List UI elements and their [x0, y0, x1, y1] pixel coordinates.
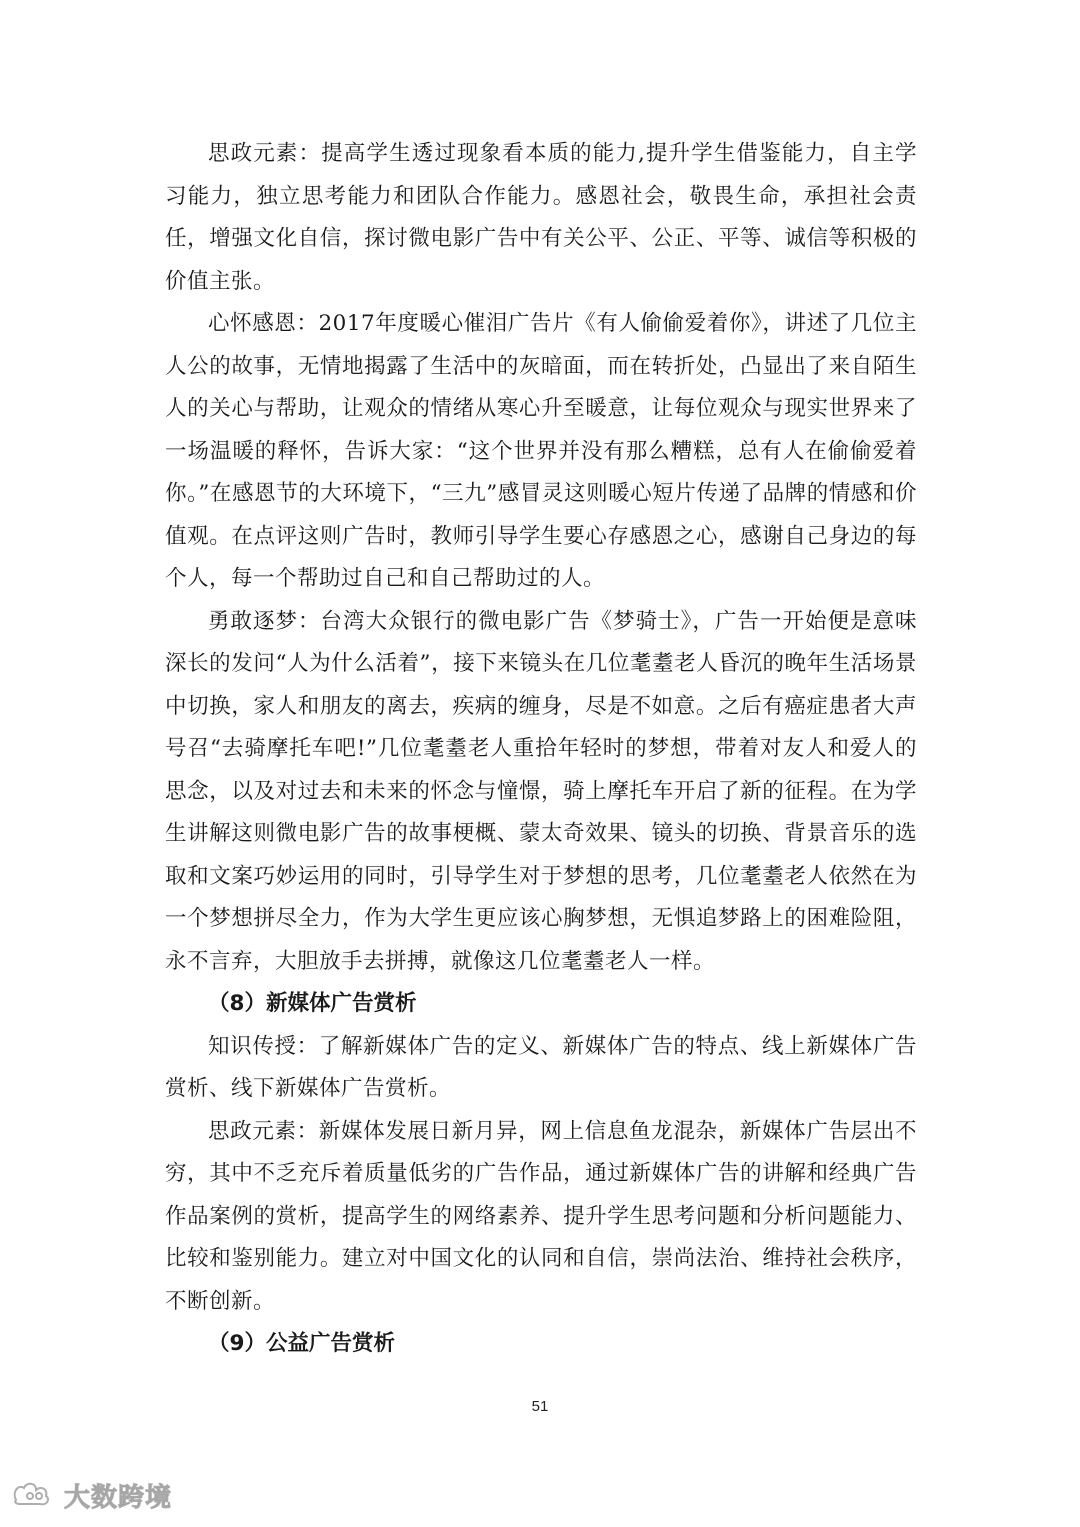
- brand-logo-icon: [10, 1478, 58, 1512]
- section-heading-public-service-ads: （9）公益广告赏析: [208, 1331, 395, 1356]
- watermark-text: 大数跨境: [64, 1482, 173, 1513]
- paragraph-ideology-elements-1: 思政元素：提高学生透过现象看本质的能力,提升学生借鉴能力，自主学习能力，独立思考能力和团队合作能力。感恩社会，敬畏生命，承担社会责任，增强文化自信，探讨微电影广告中有关公平、公正、平等、诚信等积极的价值主张。: [165, 141, 917, 294]
- page-number: 51: [531, 1398, 549, 1415]
- watermark: [10, 1473, 172, 1517]
- paragraph-gratitude: 心怀感恩：2017年度暖心催泪广告片《有人偷偷爱着你》，讲述了几位主人公的故事，无情地揭露了生活中的灰暗面，而在转折处，凸显出了来自陌生人的关心与帮助，让观众的情绪从寒心升至暖意，让每位观众与现实世界来了一场温暖的释怀，告诉大家：“这个世界并没有那么糟糕，总有人在偷偷爱着你。”在感恩节的大环境下，“三九”感冒灵这则暖心短片传递了品牌的情感和价值观。在点评这则广告时，教师引导学生要心存感恩之心，感谢自己身边的每个人，每一个帮助过自己和自己帮助过的人。: [165, 311, 917, 591]
- paragraph-knowledge-transfer: 知识传授：了解新媒体广告的定义、新媒体广告的特点、线上新媒体广告赏析、线下新媒体广告赏析。: [165, 1033, 917, 1101]
- document-body: [165, 133, 917, 1366]
- paragraph-chase-dreams: 勇敢逐梦：台湾大众银行的微电影广告《梦骑士》，广告一开始便是意味深长的发问“人为什么活着”，接下来镜头在几位耄耋老人昏沉的晚年生活场景中切换，家人和朋友的离去，疾病的缠身，尽是不如意。之后有癌症患者大声号召“去骑摩托车吧!”几位耄耋老人重拾年轻时的梦想，带着对友人和爱人的思念，以及对过去和未来的怀念与憧憬，骑上摩托车开启了新的征程。在为学生讲解这则微电影广告的故事梗概、蒙太奇效果、镜头的切换、背景音乐的选取和文案巧妙运用的同时，引导学生对于梦想的思考，几位耄耋老人依然在为一个梦想拼尽全力，作为大学生更应该心胸梦想，无惧追梦路上的困难险阻，永不言弃，大胆放手去拼搏，就像这几位耄耋老人一样。: [165, 608, 917, 974]
- paragraph-ideology-elements-2: 思政元素：新媒体发展日新月异，网上信息鱼龙混杂，新媒体广告层出不穷，其中不乏充斥着质量低劣的广告作品，通过新媒体广告的讲解和经典广告作品案例的赏析，提高学生的网络素养、提升学生思考问题和分析问题能力、比较和鉴别能力。建立对中国文化的认同和自信，崇尚法治、维持社会秩序，不断创新。: [165, 1118, 917, 1314]
- section-heading-new-media-ads: （8）新媒体广告赏析: [208, 991, 417, 1016]
